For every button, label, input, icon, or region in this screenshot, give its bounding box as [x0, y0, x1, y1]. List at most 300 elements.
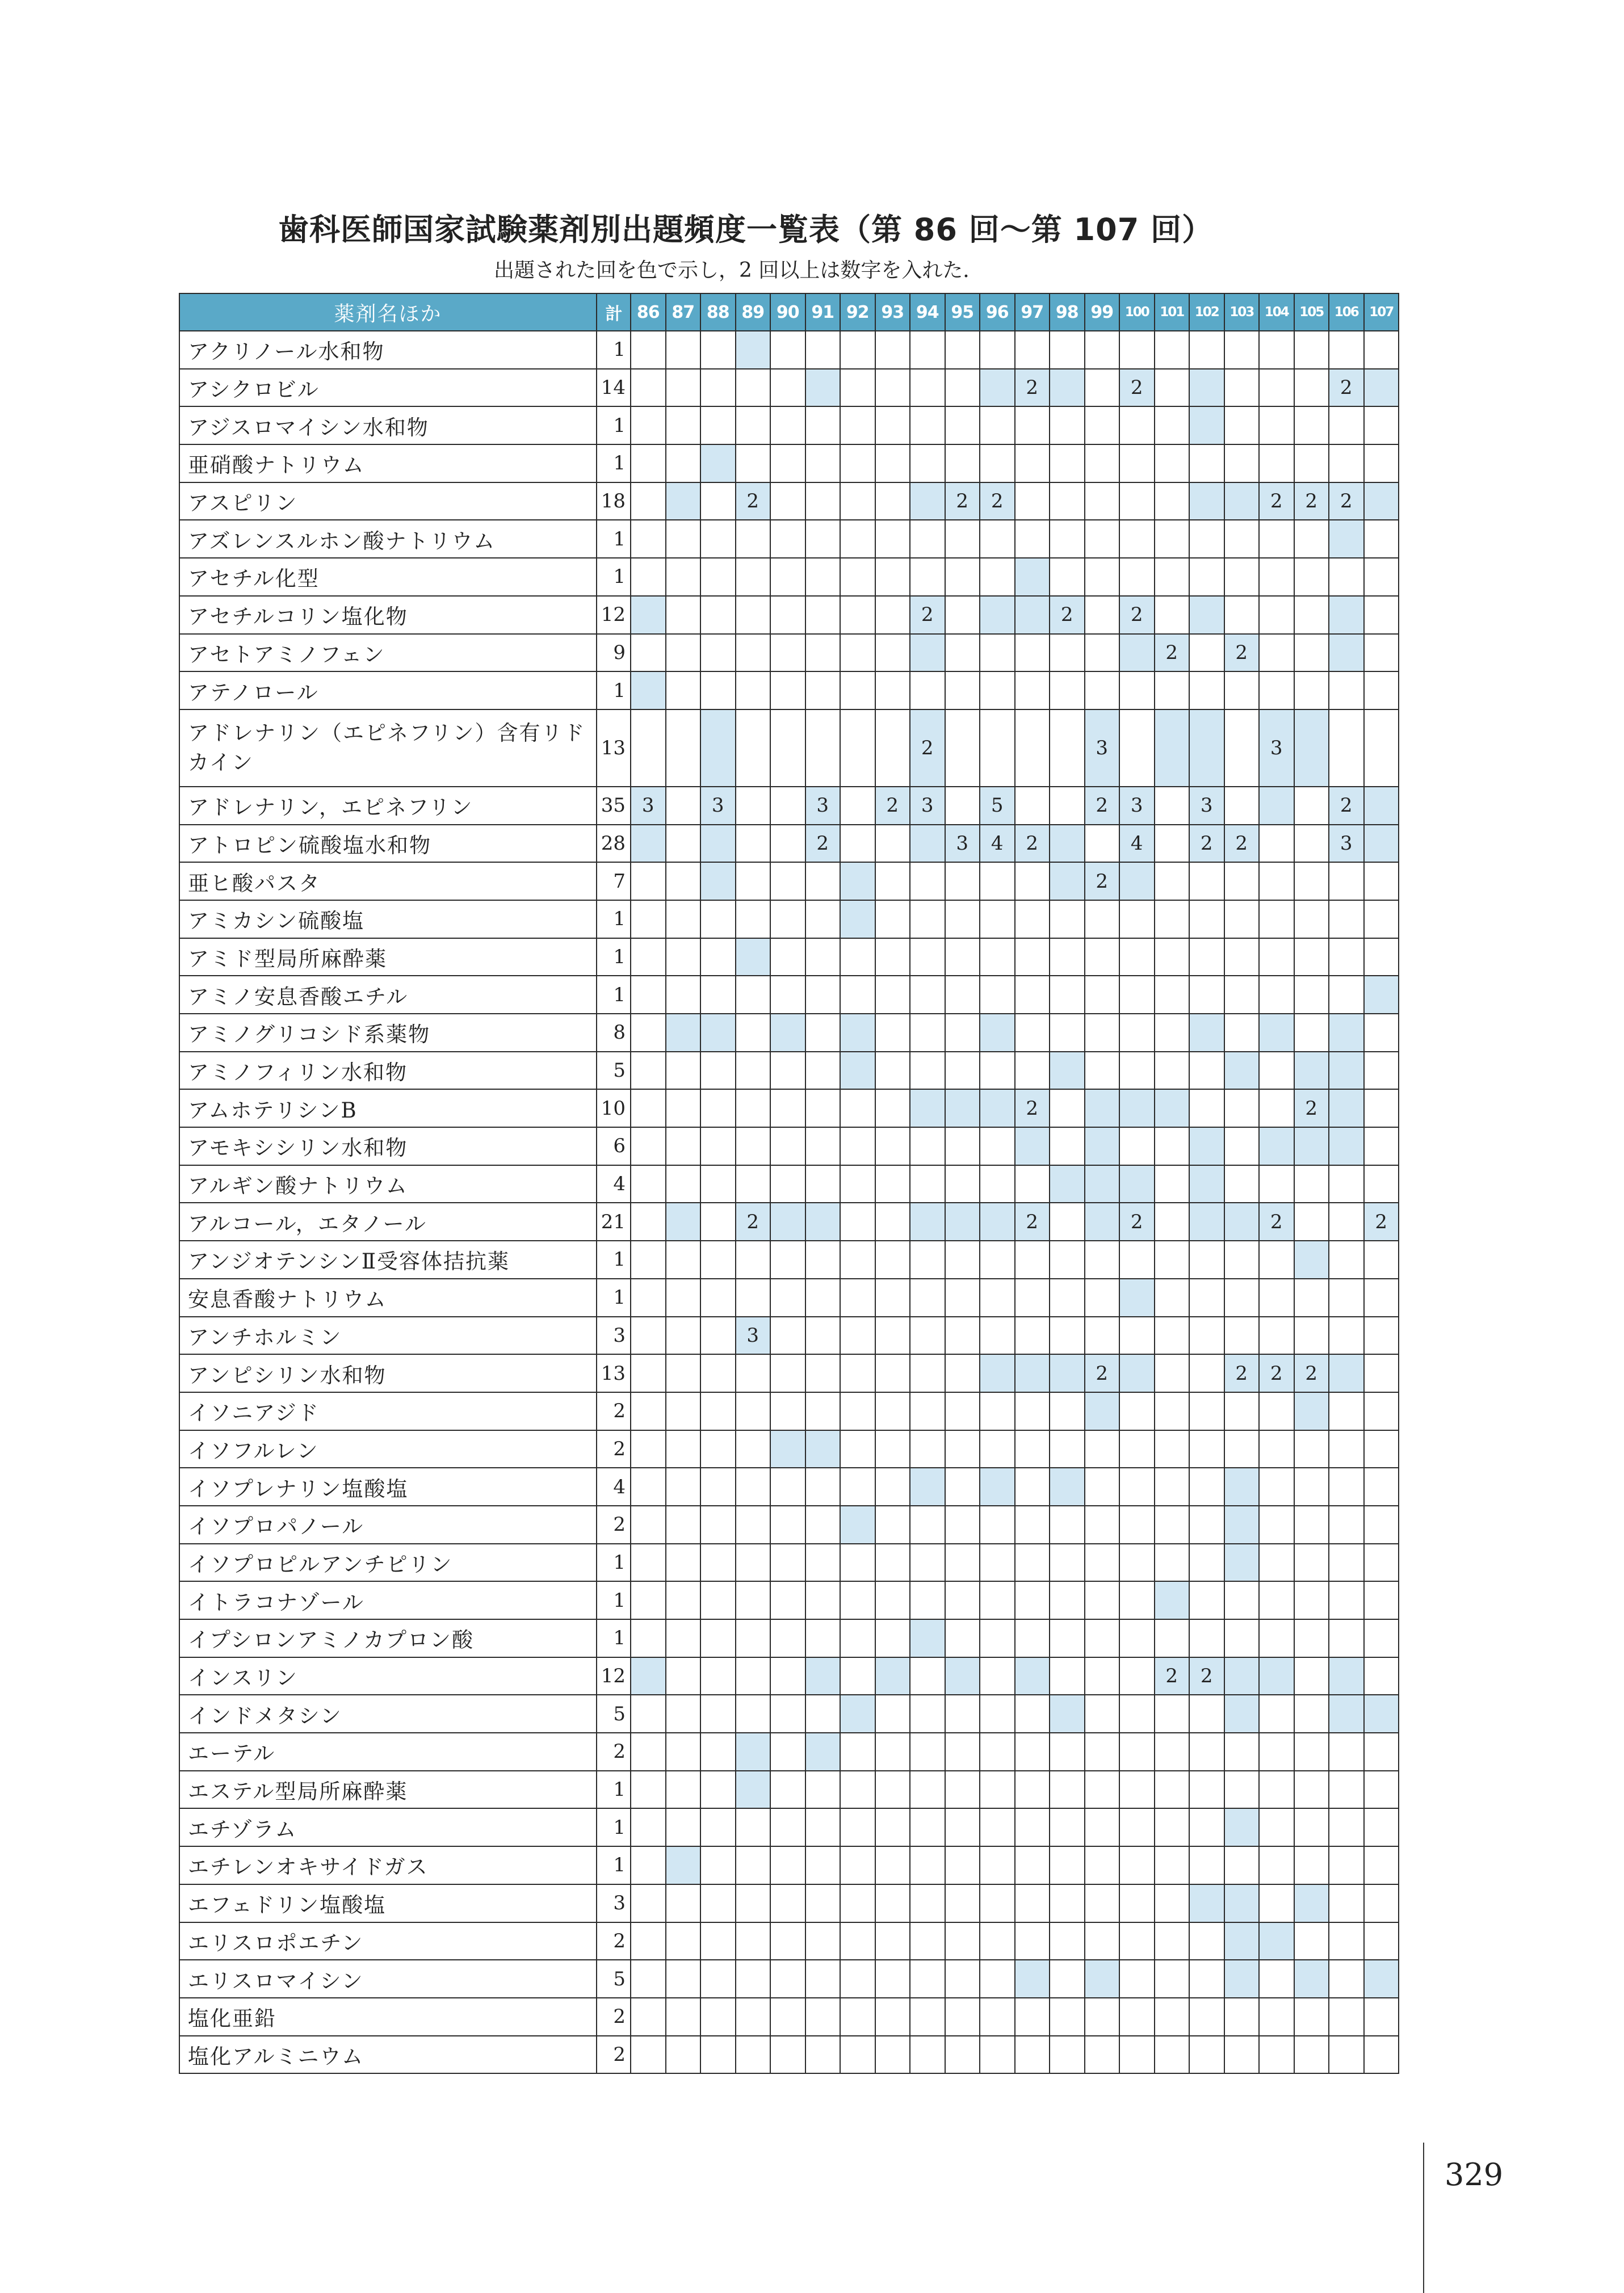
total-cell: 1: [597, 1771, 631, 1809]
year-cell-88: [700, 1279, 736, 1317]
table-row: [179, 671, 1399, 709]
year-cell-88: [700, 1468, 736, 1506]
year-cell-94: [910, 1695, 945, 1733]
year-cell-89: [736, 671, 771, 709]
year-cell-88: [700, 406, 736, 444]
year-cell-107: [1364, 1808, 1399, 1846]
year-cell-106: [1329, 900, 1364, 938]
year-cell-104: [1259, 406, 1294, 444]
year-cell-103: [1224, 671, 1260, 709]
year-cell-90: [770, 862, 805, 900]
table-row: [179, 1241, 1399, 1279]
year-cell-91: [805, 1884, 841, 1922]
year-cell-88: [700, 1089, 736, 1127]
year-cell-103: [1224, 1544, 1260, 1582]
year-cell-86: [631, 1354, 666, 1392]
year-cell-100: [1119, 406, 1155, 444]
year-cell-93: [875, 1392, 910, 1430]
year-cell-97: [1015, 1127, 1050, 1165]
year-cell-99: [1085, 596, 1120, 634]
year-cell-106: [1329, 634, 1364, 672]
drug-name-cell: エステル型局所麻酔薬: [179, 1771, 597, 1809]
year-cell-98: [1050, 862, 1085, 900]
year-cell-93: [875, 1657, 910, 1695]
year-cell-101: [1155, 787, 1190, 825]
year-cell-98: [1050, 444, 1085, 482]
header-total: 計: [597, 293, 631, 331]
year-cell-101: [1155, 709, 1190, 787]
year-cell-107: [1364, 1771, 1399, 1809]
header-year-97: 97: [1015, 293, 1050, 331]
year-cell-89: [736, 331, 771, 369]
year-cell-92: [840, 558, 875, 596]
year-cell-99: [1085, 938, 1120, 976]
year-cell-107: [1364, 1052, 1399, 1090]
year-cell-96: [980, 1241, 1015, 1279]
year-cell-87: [666, 1884, 701, 1922]
year-cell-107: [1364, 1014, 1399, 1052]
year-cell-98: [1050, 1544, 1085, 1582]
year-cell-100: [1119, 1127, 1155, 1165]
year-cell-94: [910, 1089, 945, 1127]
year-cell-101: [1155, 862, 1190, 900]
year-cell-101: [1155, 1771, 1190, 1809]
year-cell-104: [1259, 900, 1294, 938]
total-cell: 5: [597, 1052, 631, 1090]
year-cell-87: [666, 862, 701, 900]
year-cell-93: [875, 444, 910, 482]
total-cell: 1: [597, 331, 631, 369]
header-year-90: 90: [770, 293, 805, 331]
year-cell-92: [840, 1506, 875, 1544]
drug-name-cell: アミカシン硫酸塩: [179, 900, 597, 938]
year-cell-90: [770, 1392, 805, 1430]
year-cell-95: [945, 1998, 980, 2036]
year-cell-88: [700, 558, 736, 596]
year-cell-101: [1155, 900, 1190, 938]
year-cell-101: [1155, 1544, 1190, 1582]
year-cell-105: [1294, 1506, 1329, 1544]
year-cell-105: [1294, 1241, 1329, 1279]
year-cell-100: [1119, 1808, 1155, 1846]
year-cell-89: [736, 1808, 771, 1846]
year-cell-95: [945, 1317, 980, 1355]
year-cell-88: [700, 1052, 736, 1090]
table-row: [179, 825, 1399, 863]
year-cell-102: [1189, 520, 1224, 558]
year-cell-95: [945, 2036, 980, 2074]
year-cell-104: [1259, 1808, 1294, 1846]
year-cell-96: [980, 369, 1015, 407]
year-cell-95: [945, 787, 980, 825]
total-cell: 7: [597, 862, 631, 900]
year-cell-94: [910, 671, 945, 709]
year-cell-97: [1015, 1014, 1050, 1052]
header-year-98: 98: [1050, 293, 1085, 331]
drug-name-cell: アドレナリン，エピネフリン: [179, 787, 597, 825]
year-cell-87: [666, 1960, 701, 1998]
year-cell-105: [1294, 1392, 1329, 1430]
year-cell-99: [1085, 1317, 1120, 1355]
table-row: [179, 596, 1399, 634]
year-cell-104: [1259, 1846, 1294, 1884]
year-cell-93: [875, 862, 910, 900]
year-cell-93: [875, 1203, 910, 1241]
year-cell-102: [1189, 1922, 1224, 1960]
year-cell-87: [666, 1581, 701, 1619]
year-cell-95: [945, 596, 980, 634]
year-cell-92: [840, 1052, 875, 1090]
header-year-87: 87: [666, 293, 701, 331]
year-cell-94: 2: [910, 596, 945, 634]
year-cell-91: [805, 444, 841, 482]
year-cell-91: [805, 1771, 841, 1809]
year-cell-96: [980, 444, 1015, 482]
year-cell-107: [1364, 976, 1399, 1014]
year-cell-97: [1015, 709, 1050, 787]
year-cell-96: [980, 596, 1015, 634]
year-cell-89: [736, 1619, 771, 1657]
year-cell-86: [631, 1619, 666, 1657]
year-cell-91: [805, 1165, 841, 1203]
year-cell-94: [910, 938, 945, 976]
year-cell-97: [1015, 596, 1050, 634]
year-cell-103: [1224, 1279, 1260, 1317]
drug-name-cell: イソプレナリン塩酸塩: [179, 1468, 597, 1506]
year-cell-101: [1155, 1430, 1190, 1468]
year-cell-89: 3: [736, 1317, 771, 1355]
year-cell-97: [1015, 1241, 1050, 1279]
year-cell-101: [1155, 369, 1190, 407]
year-cell-104: [1259, 1165, 1294, 1203]
year-cell-98: [1050, 976, 1085, 1014]
year-cell-100: [1119, 1846, 1155, 1884]
year-cell-107: [1364, 1506, 1399, 1544]
table-row: [179, 634, 1399, 672]
year-cell-92: [840, 406, 875, 444]
year-cell-96: [980, 1581, 1015, 1619]
year-cell-90: [770, 938, 805, 976]
table-row: [179, 1733, 1399, 1771]
drug-name-cell: アミド型局所麻酔薬: [179, 938, 597, 976]
year-cell-104: [1259, 1468, 1294, 1506]
year-cell-101: [1155, 1846, 1190, 1884]
year-cell-105: [1294, 825, 1329, 863]
year-cell-86: [631, 1127, 666, 1165]
year-cell-89: [736, 1279, 771, 1317]
table-row: [179, 1052, 1399, 1090]
year-cell-103: [1224, 520, 1260, 558]
year-cell-100: [1119, 1506, 1155, 1544]
year-cell-87: [666, 1354, 701, 1392]
table-row: [179, 1203, 1399, 1241]
year-cell-97: [1015, 520, 1050, 558]
year-cell-107: [1364, 520, 1399, 558]
year-cell-90: [770, 1657, 805, 1695]
year-cell-90: [770, 634, 805, 672]
year-cell-89: [736, 520, 771, 558]
year-cell-101: [1155, 406, 1190, 444]
year-cell-107: [1364, 558, 1399, 596]
table-row: [179, 938, 1399, 976]
year-cell-103: [1224, 1771, 1260, 1809]
year-cell-88: [700, 1392, 736, 1430]
year-cell-107: [1364, 1165, 1399, 1203]
year-cell-93: [875, 1998, 910, 2036]
year-cell-88: [700, 709, 736, 787]
year-cell-89: [736, 1771, 771, 1809]
total-cell: 1: [597, 1619, 631, 1657]
year-cell-104: [1259, 1317, 1294, 1355]
year-cell-98: [1050, 558, 1085, 596]
year-cell-103: [1224, 1014, 1260, 1052]
year-cell-92: [840, 1203, 875, 1241]
year-cell-93: [875, 1771, 910, 1809]
year-cell-92: [840, 520, 875, 558]
year-cell-93: [875, 1354, 910, 1392]
year-cell-96: [980, 671, 1015, 709]
year-cell-105: [1294, 1619, 1329, 1657]
year-cell-89: [736, 1657, 771, 1695]
year-cell-98: [1050, 1279, 1085, 1317]
year-cell-98: [1050, 1922, 1085, 1960]
year-cell-106: [1329, 1430, 1364, 1468]
year-cell-104: [1259, 1014, 1294, 1052]
year-cell-91: [805, 406, 841, 444]
year-cell-90: [770, 1317, 805, 1355]
year-cell-103: [1224, 1468, 1260, 1506]
year-cell-90: [770, 1998, 805, 2036]
year-cell-89: 2: [736, 482, 771, 520]
year-cell-99: [1085, 1619, 1120, 1657]
year-cell-95: [945, 1771, 980, 1809]
year-cell-99: [1085, 1203, 1120, 1241]
year-cell-102: [1189, 558, 1224, 596]
year-cell-103: 2: [1224, 634, 1260, 672]
year-cell-97: [1015, 938, 1050, 976]
year-cell-90: [770, 1695, 805, 1733]
year-cell-94: [910, 1771, 945, 1809]
total-cell: 6: [597, 1127, 631, 1165]
total-cell: 1: [597, 1241, 631, 1279]
year-cell-93: [875, 331, 910, 369]
year-cell-95: [945, 1884, 980, 1922]
year-cell-103: [1224, 406, 1260, 444]
drug-name-cell: 塩化アルミニウム: [179, 2036, 597, 2074]
header-year-92: 92: [840, 293, 875, 331]
year-cell-100: [1119, 1998, 1155, 2036]
table-row: [179, 1771, 1399, 1809]
total-cell: 1: [597, 671, 631, 709]
drug-name-cell: アジスロマイシン水和物: [179, 406, 597, 444]
year-cell-86: [631, 709, 666, 787]
year-cell-107: [1364, 1619, 1399, 1657]
year-cell-99: [1085, 1733, 1120, 1771]
year-cell-100: [1119, 1922, 1155, 1960]
year-cell-106: [1329, 2036, 1364, 2074]
year-cell-87: [666, 558, 701, 596]
year-cell-90: [770, 369, 805, 407]
year-cell-99: [1085, 1771, 1120, 1809]
year-cell-104: [1259, 1392, 1294, 1430]
year-cell-101: [1155, 520, 1190, 558]
year-cell-104: [1259, 1241, 1294, 1279]
year-cell-90: [770, 444, 805, 482]
year-cell-102: [1189, 1127, 1224, 1165]
year-cell-101: [1155, 558, 1190, 596]
drug-name-cell: エーテル: [179, 1733, 597, 1771]
year-cell-101: [1155, 1165, 1190, 1203]
year-cell-86: [631, 1241, 666, 1279]
year-cell-107: [1364, 1733, 1399, 1771]
year-cell-100: [1119, 482, 1155, 520]
year-cell-101: [1155, 2036, 1190, 2074]
year-cell-97: 2: [1015, 1203, 1050, 1241]
year-cell-99: [1085, 369, 1120, 407]
year-cell-103: [1224, 1089, 1260, 1127]
year-cell-97: [1015, 671, 1050, 709]
year-cell-95: [945, 1468, 980, 1506]
year-cell-101: [1155, 825, 1190, 863]
year-cell-89: [736, 1241, 771, 1279]
year-cell-100: [1119, 1430, 1155, 1468]
year-cell-97: [1015, 1506, 1050, 1544]
year-cell-86: [631, 1014, 666, 1052]
year-cell-96: [980, 1430, 1015, 1468]
drug-name-cell: エリスロポエチン: [179, 1922, 597, 1960]
table-row: [179, 558, 1399, 596]
year-cell-86: [631, 976, 666, 1014]
year-cell-88: [700, 1014, 736, 1052]
year-cell-107: [1364, 1241, 1399, 1279]
year-cell-93: [875, 2036, 910, 2074]
year-cell-105: 2: [1294, 482, 1329, 520]
year-cell-95: [945, 1052, 980, 1090]
header-year-89: 89: [736, 293, 771, 331]
year-cell-105: [1294, 369, 1329, 407]
year-cell-104: [1259, 1089, 1294, 1127]
year-cell-100: [1119, 1884, 1155, 1922]
year-cell-98: [1050, 1089, 1085, 1127]
year-cell-103: [1224, 1998, 1260, 2036]
year-cell-101: [1155, 1317, 1190, 1355]
year-cell-93: [875, 1846, 910, 1884]
year-cell-103: [1224, 1657, 1260, 1695]
year-cell-95: [945, 1581, 980, 1619]
year-cell-94: [910, 406, 945, 444]
year-cell-91: [805, 1922, 841, 1960]
year-cell-104: [1259, 938, 1294, 976]
year-cell-90: [770, 1884, 805, 1922]
year-cell-98: [1050, 1846, 1085, 1884]
table-row: [179, 900, 1399, 938]
year-cell-99: [1085, 1165, 1120, 1203]
total-cell: 12: [597, 1657, 631, 1695]
year-cell-97: [1015, 1354, 1050, 1392]
year-cell-91: [805, 634, 841, 672]
header-year-106: 106: [1329, 293, 1364, 331]
year-cell-106: [1329, 1203, 1364, 1241]
year-cell-103: [1224, 482, 1260, 520]
year-cell-106: 2: [1329, 482, 1364, 520]
year-cell-96: [980, 1960, 1015, 1998]
year-cell-100: [1119, 1165, 1155, 1203]
year-cell-87: [666, 1733, 701, 1771]
year-cell-91: [805, 671, 841, 709]
table-row: [179, 1506, 1399, 1544]
year-cell-102: [1189, 634, 1224, 672]
year-cell-96: [980, 1392, 1015, 1430]
year-cell-88: [700, 1581, 736, 1619]
year-cell-86: [631, 900, 666, 938]
year-cell-93: [875, 1317, 910, 1355]
year-cell-91: [805, 1430, 841, 1468]
year-cell-92: [840, 1544, 875, 1582]
year-cell-105: [1294, 787, 1329, 825]
year-cell-104: [1259, 1430, 1294, 1468]
year-cell-87: [666, 1998, 701, 2036]
drug-name-cell: アムホテリシンB: [179, 1089, 597, 1127]
year-cell-106: [1329, 1657, 1364, 1695]
year-cell-98: [1050, 1657, 1085, 1695]
year-cell-99: [1085, 1506, 1120, 1544]
year-cell-96: [980, 976, 1015, 1014]
year-cell-89: [736, 1089, 771, 1127]
year-cell-88: [700, 900, 736, 938]
year-cell-95: [945, 938, 980, 976]
year-cell-100: 2: [1119, 1203, 1155, 1241]
year-cell-86: [631, 1544, 666, 1582]
year-cell-100: [1119, 444, 1155, 482]
year-cell-88: [700, 862, 736, 900]
year-cell-100: [1119, 1317, 1155, 1355]
year-cell-99: [1085, 1089, 1120, 1127]
year-cell-89: [736, 1544, 771, 1582]
year-cell-94: [910, 1884, 945, 1922]
year-cell-101: [1155, 1695, 1190, 1733]
year-cell-96: [980, 331, 1015, 369]
year-cell-101: [1155, 1354, 1190, 1392]
year-cell-93: [875, 520, 910, 558]
year-cell-93: [875, 558, 910, 596]
year-cell-105: [1294, 1846, 1329, 1884]
year-cell-91: 2: [805, 825, 841, 863]
year-cell-95: [945, 520, 980, 558]
year-cell-106: [1329, 1165, 1364, 1203]
year-cell-105: [1294, 1544, 1329, 1582]
year-cell-94: [910, 1354, 945, 1392]
year-cell-90: [770, 1922, 805, 1960]
year-cell-92: [840, 1392, 875, 1430]
year-cell-102: [1189, 596, 1224, 634]
year-cell-95: [945, 1960, 980, 1998]
year-cell-103: [1224, 1052, 1260, 1090]
year-cell-95: [945, 1657, 980, 1695]
year-cell-96: [980, 1657, 1015, 1695]
year-cell-106: [1329, 862, 1364, 900]
year-cell-94: [910, 1808, 945, 1846]
year-cell-86: [631, 1506, 666, 1544]
year-cell-107: [1364, 1544, 1399, 1582]
year-cell-92: [840, 1922, 875, 1960]
year-cell-89: [736, 1884, 771, 1922]
year-cell-102: [1189, 1354, 1224, 1392]
year-cell-101: [1155, 444, 1190, 482]
table-row: [179, 1014, 1399, 1052]
year-cell-86: [631, 520, 666, 558]
year-cell-102: [1189, 1544, 1224, 1582]
year-cell-105: [1294, 1581, 1329, 1619]
